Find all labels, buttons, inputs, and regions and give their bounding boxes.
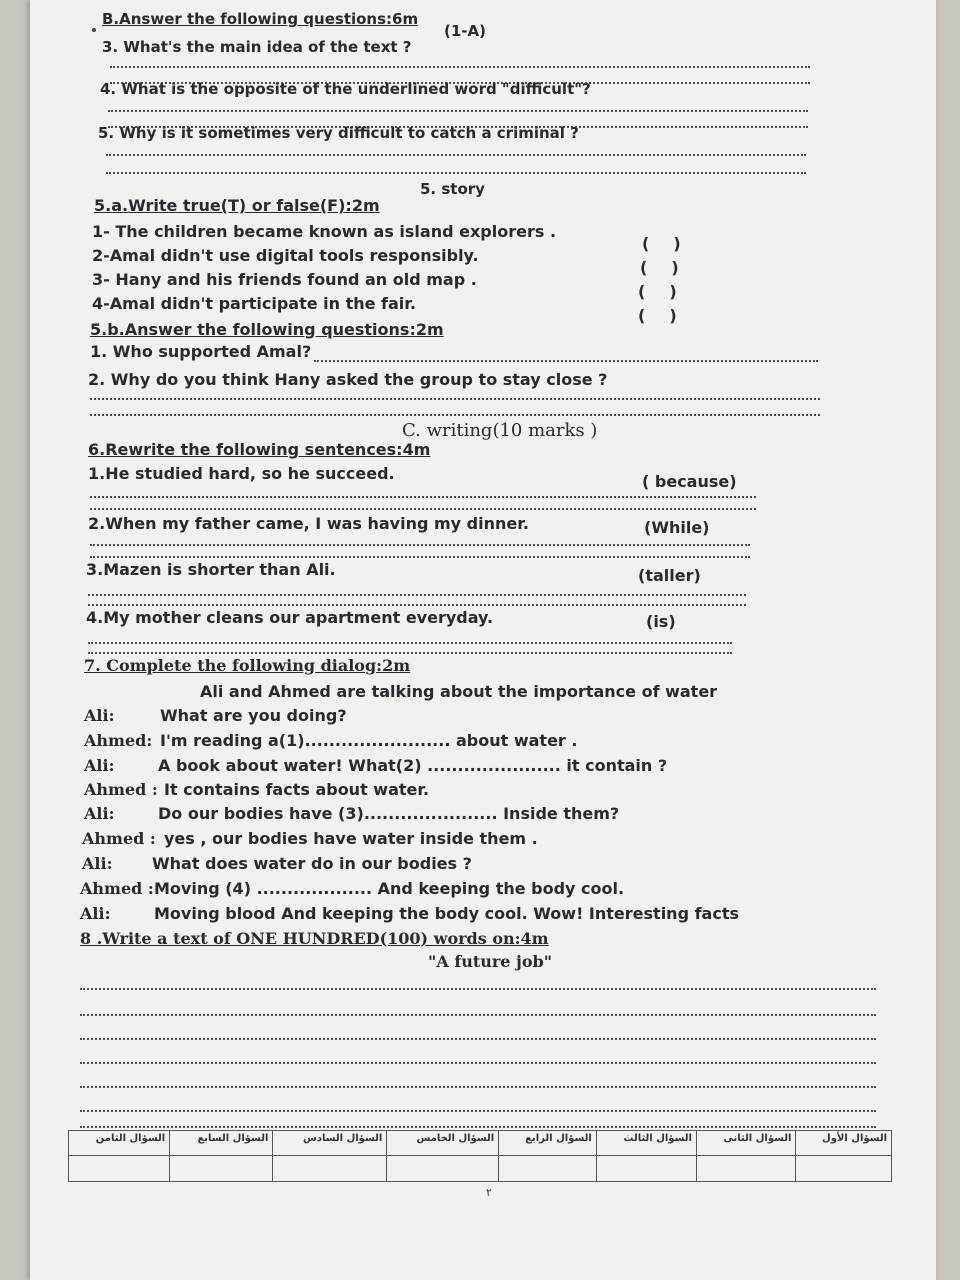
answer-line xyxy=(90,556,750,558)
tf-answer-box[interactable]: ( ) xyxy=(638,282,677,301)
grade-header-cell: السؤال الثالث xyxy=(596,1131,696,1156)
tf-item: 3- Hany and his friends found an old map . xyxy=(92,270,477,289)
dialog-speaker: Ali: xyxy=(84,804,115,823)
answer-line xyxy=(90,398,820,400)
tf-item: 1- The children became known as island explorers . xyxy=(92,222,557,241)
question-b5: 5. Why is it sometimes very difficult to catch a criminal ? xyxy=(98,124,579,142)
dialog-speaker: Ahmed : xyxy=(80,879,154,898)
essay-line xyxy=(80,1038,876,1040)
essay-line xyxy=(80,988,876,990)
grade-score-cell[interactable] xyxy=(796,1156,892,1182)
story-question: 1. Who supported Amal? xyxy=(90,342,312,361)
answer-line xyxy=(88,594,746,596)
dialog-line: Moving (4) ................... And keeping the body cool. xyxy=(154,879,625,898)
grade-table xyxy=(68,1130,892,1182)
answer-line xyxy=(90,496,756,498)
grade-header-cell: السؤال الأول xyxy=(796,1131,892,1156)
grade-score-cell[interactable] xyxy=(273,1156,387,1182)
question-b4: 4. What is the opposite of the underlined word "difficult"? xyxy=(100,80,591,98)
grade-header-cell: السؤال الثامن xyxy=(69,1131,170,1156)
essay-line xyxy=(80,1062,876,1064)
rewrite-hint: ( because) xyxy=(642,472,737,491)
grade-header-cell: السؤال السادس xyxy=(273,1131,387,1156)
grade-score-cell[interactable] xyxy=(69,1156,170,1182)
dialog-line: What are you doing? xyxy=(160,706,347,725)
answer-questions-title: 5.b.Answer the following questions:2m xyxy=(90,320,444,339)
grade-table-score-row xyxy=(69,1156,892,1182)
dialog-title: 7. Complete the following dialog:2m xyxy=(84,656,411,675)
essay-line xyxy=(80,1086,876,1088)
dialog-line: I'm reading a(1)........................ about water . xyxy=(160,731,578,750)
page-number: ٢ xyxy=(486,1186,492,1199)
grade-header-cell: السؤال الثانى xyxy=(696,1131,796,1156)
essay-line xyxy=(80,1126,876,1128)
answer-line xyxy=(88,604,746,606)
grade-header-cell: السؤال الخامس xyxy=(387,1131,499,1156)
grade-score-cell[interactable] xyxy=(387,1156,499,1182)
grade-header-cell: السؤال السابع xyxy=(170,1131,273,1156)
rewrite-sentence: 4.My mother cleans our apartment everyday. xyxy=(86,608,494,627)
answer-line xyxy=(90,508,756,510)
tf-answer-box[interactable]: ( ) xyxy=(638,306,677,325)
grade-score-cell[interactable] xyxy=(696,1156,796,1182)
essay-topic: "A future job" xyxy=(428,952,553,971)
rewrite-sentence: 1.He studied hard, so he succeed. xyxy=(88,464,395,483)
rewrite-hint: (While) xyxy=(644,518,710,537)
grade-table-header-row xyxy=(69,1131,892,1156)
dialog-speaker: Ali: xyxy=(80,904,111,923)
answer-line xyxy=(110,66,810,68)
dialog-speaker: Ahmed : xyxy=(84,780,158,799)
dialog-speaker: Ahmed : xyxy=(82,829,156,848)
essay-line xyxy=(80,1110,876,1112)
dialog-line: It contains facts about water. xyxy=(164,780,430,799)
dialog-speaker: Ali: xyxy=(84,706,115,725)
rewrite-title: 6.Rewrite the following sentences:4m xyxy=(88,440,431,459)
dialog-speaker: Ali: xyxy=(84,756,115,775)
tf-item: 4-Amal didn't participate in the fair. xyxy=(92,294,416,313)
rewrite-hint: (taller) xyxy=(638,566,701,585)
essay-title: 8 .Write a text of ONE HUNDRED(100) words on:4m xyxy=(80,929,549,948)
story-heading: 5. story xyxy=(420,180,485,198)
answer-line xyxy=(108,110,808,112)
question-b3: 3. What's the main idea of the text ? xyxy=(102,38,412,56)
dialog-line: What does water do in our bodies ? xyxy=(152,854,472,873)
answer-line xyxy=(90,414,820,416)
rewrite-sentence: 3.Mazen is shorter than Ali. xyxy=(86,560,336,579)
answer-line xyxy=(90,544,750,546)
writing-heading: C. writing(10 marks ) xyxy=(402,420,598,441)
answer-line xyxy=(106,172,806,174)
answer-line xyxy=(88,652,732,654)
tf-answer-box[interactable]: ( ) xyxy=(640,258,679,277)
true-false-title: 5.a.Write true(T) or false(F):2m xyxy=(94,196,380,215)
dialog-speaker: Ali: xyxy=(82,854,113,873)
section-b-title: B.Answer the following questions:6m xyxy=(102,10,419,28)
grade-score-cell[interactable] xyxy=(596,1156,696,1182)
answer-line xyxy=(88,642,732,644)
grade-header-cell: السؤال الرابع xyxy=(499,1131,597,1156)
grade-score-cell[interactable] xyxy=(499,1156,597,1182)
margin-dot xyxy=(92,28,96,32)
paper-code: (1-A) xyxy=(444,22,486,40)
dialog-line: Moving blood And keeping the body cool. Wow! Interesting facts xyxy=(154,904,739,923)
tf-answer-box[interactable]: ( ) xyxy=(642,234,681,253)
answer-line xyxy=(314,360,818,362)
grade-score-cell[interactable] xyxy=(170,1156,273,1182)
tf-item: 2-Amal didn't use digital tools responsibly. xyxy=(92,246,479,265)
exam-paper xyxy=(30,0,936,1280)
dialog-line: A book about water! What(2) ...................... it contain ? xyxy=(158,756,668,775)
rewrite-sentence: 2.When my father came, I was having my dinner. xyxy=(88,514,529,533)
dialog-intro: Ali and Ahmed are talking about the importance of water xyxy=(200,682,718,701)
essay-line xyxy=(80,1014,876,1016)
answer-line xyxy=(106,154,806,156)
dialog-line: yes , our bodies have water inside them . xyxy=(164,829,538,848)
rewrite-hint: (is) xyxy=(646,612,676,631)
story-question: 2. Why do you think Hany asked the group to stay close ? xyxy=(88,370,608,389)
dialog-line: Do our bodies have (3)...................... Inside them? xyxy=(158,804,620,823)
dialog-speaker: Ahmed: xyxy=(84,731,153,750)
